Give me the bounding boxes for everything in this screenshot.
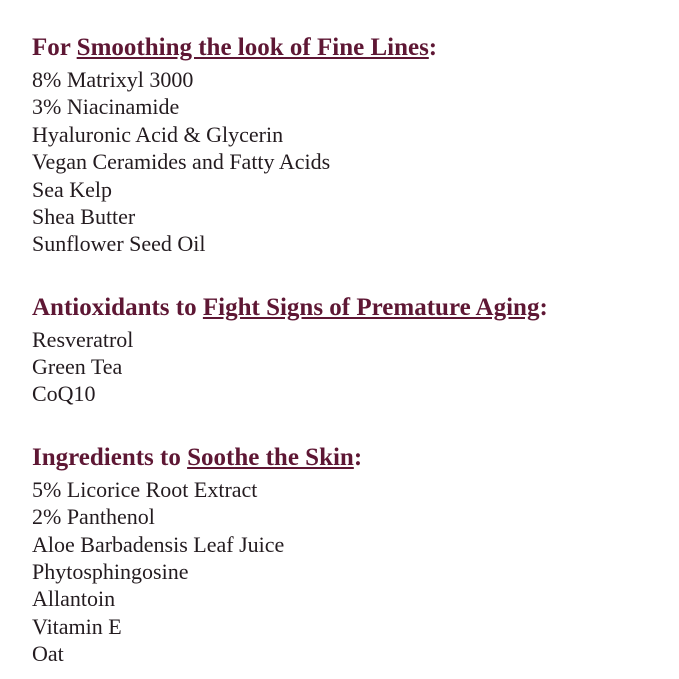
- list-item: Resveratrol: [32, 326, 134, 352]
- list-item: 3% Niacinamide: [32, 94, 180, 120]
- list-item: Vegan Ceramides and Fatty Acids: [32, 149, 331, 175]
- heading-prefix: Antioxidants to: [32, 293, 203, 321]
- heading-underlined: Smoothing the look of Fine Lines: [76, 34, 429, 61]
- heading-suffix: :: [539, 293, 548, 321]
- list-item: 5% Licorice Root Extract: [32, 476, 258, 502]
- heading-underlined: Soothe the Skin: [187, 443, 354, 471]
- ingredient-list-smoothing-fine-lines: [32, 66, 649, 258]
- list-item: Aloe Barbadensis Leaf Juice: [32, 531, 285, 557]
- section-soothe-the-skin: [32, 442, 649, 668]
- list-item: 2% Panthenol: [32, 504, 155, 530]
- list-item: Sunflower Seed Oil: [32, 231, 206, 257]
- ingredient-list-soothe-the-skin: [32, 476, 649, 668]
- list-item: Oat: [32, 641, 64, 666]
- list-item: Allantoin: [32, 586, 116, 612]
- heading-suffix: :: [353, 443, 363, 471]
- ingredient-list-antioxidants: [32, 326, 649, 408]
- section-antioxidants: [32, 292, 649, 408]
- heading-prefix: For: [32, 34, 77, 61]
- section-spacer: [32, 426, 649, 442]
- heading-suffix: :: [428, 34, 438, 61]
- list-item: Green Tea: [32, 354, 123, 379]
- heading-underlined: Fight Signs of Premature Aging: [202, 293, 540, 321]
- list-item: Vitamin E: [32, 613, 122, 639]
- list-item: Sea Kelp: [32, 176, 113, 202]
- list-item: 8% Matrixyl 3000: [32, 67, 194, 92]
- heading-prefix: Ingredients to: [32, 443, 188, 471]
- list-item: Shea Butter: [32, 203, 136, 229]
- section-smoothing-fine-lines: [32, 32, 649, 258]
- section-spacer: [32, 276, 649, 292]
- section-heading-soothe-the-skin: [32, 442, 649, 474]
- section-heading-smoothing-fine-lines: [32, 32, 649, 64]
- section-heading-antioxidants: [32, 292, 649, 324]
- list-item: CoQ10: [32, 381, 96, 407]
- list-item: Hyaluronic Acid & Glycerin: [32, 121, 284, 147]
- list-item: Phytosphingosine: [32, 558, 189, 584]
